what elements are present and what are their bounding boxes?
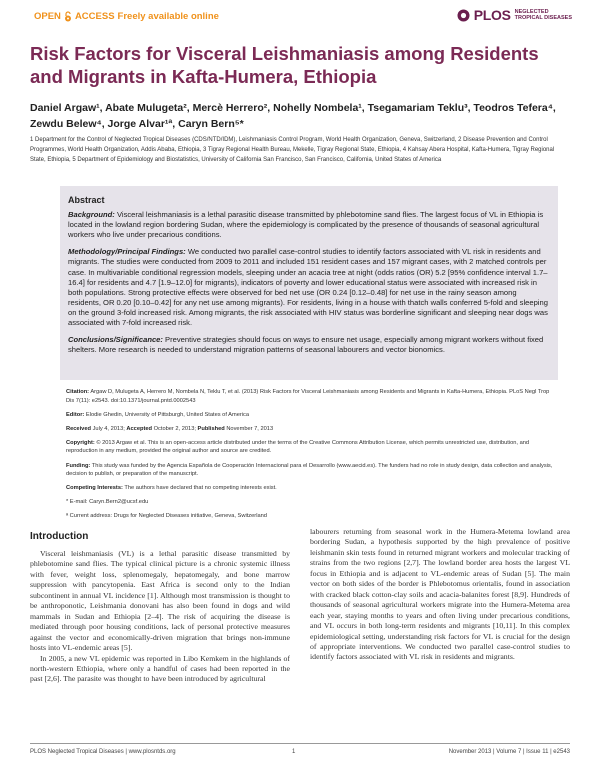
footer-issue: November 2013 | Volume 7 | Issue 11 | e2543 [448,749,570,755]
plos-sub-line1: NEGLECTED [514,9,549,15]
body-column-right [310,527,570,663]
author-list: Daniel Argaw¹, Abate Mulugeta², Mercè Herrero², Nohelly Nombela¹, Tsegamariam Teklu³, Teodros Tefera⁴, Zewdu Belew⁴, Jorge Alvar¹ª, Caryn Bern⁵* [30,102,556,130]
editor [66,411,556,420]
dates [66,425,556,434]
oa-label2: ACCESS [74,11,115,22]
methods-label: Methodology/Principal Findings: [68,247,186,257]
open-lock-icon [64,11,72,22]
abstract-conclusions [68,335,550,355]
editor-label: Editor: [66,411,85,418]
copyright-label: Copyright: [66,439,95,446]
intro-paragraph-1: Visceral leishmaniasis (VL) is a lethal parasitic disease transmitted by phlebotomine sand flies. The typical clinical picture is a chronic systemic illness with fever, weight loss, splenomegaly, hepatomegaly, and bone marrow suppression with pancytopenia. East Africa is second only to the Indian subcontinent in annual VL incidence [1]. Although most transmission is thought to be anthroponotic, Leishmania donovani has also been found in dogs and wild mammals in Sudan and Ethiopia [2–4]. The risk of acquiring the disease is mediated through poor housing conditions, lack of personal protective measures against the vector and economically-driven migration that brings non-immune hosts into VL-endemic areas [5]. [30,549,290,653]
background-text: Visceral leishmaniasis is a lethal parasitic disease transmitted by phlebotomine sand flies. The largest focus of VL in Ethiopia is located in the lowland region bordering Sudan, where the epidemiology is complicated by the presence of thousands of seasonal agricultural workers who live under precarious conditions. [68,210,544,240]
plos-word: PLOS [473,7,511,23]
open-access-badge [34,11,219,22]
abstract-background [68,210,550,240]
conclusions-text: Preventive strategies should focus on ways to ensure net usage, especially among migrant workers without fixed shelters. More research is needed to understand migration patterns of seasonal labourers and vector bionomics. [68,335,544,355]
accepted-label: Accepted [126,425,153,432]
funding-label: Funding: [66,462,91,469]
citation-text: Argaw D, Mulugeta A, Herrero M, Nombela N, Teklu T, et al. (2013) Risk Factors for Visceral Leishmaniasis among Residents and Migrants in Kafta-Humera, Ethiopia. PLoS Negl Trop Dis 7(11): e2543. doi:10.1371/journal.pntd.0002543 [66,389,550,404]
received-text: July 4, 2013; [90,425,127,432]
footer-journal: PLOS Neglected Tropical Diseases | www.plosntds.org [30,749,176,755]
accepted-text: October 2, 2013; [152,425,198,432]
published-label: Published [197,425,225,432]
plos-sub-line2: TROPICAL DISEASES [514,15,572,21]
journal-logo [457,7,572,23]
copyright-text: © 2013 Argaw et al. This is an open-access article distributed under the terms of the Creative Commons Attribution License, which permits unrestricted use, distribution, and reproduction in any medium, provided the original author and source are credited. [66,439,530,455]
oa-label: OPEN [34,11,61,22]
citation-label: Citation: [66,389,90,395]
received-label: Received [66,425,91,432]
editor-text: Elodie Ghedin, University of Pittsburgh, United States of America [84,411,250,418]
page-number: 1 [292,749,296,755]
page-footer [30,749,570,755]
footer-divider [30,743,570,744]
published-text: November 7, 2013 [224,425,274,432]
plos-mark-icon [457,9,470,22]
funding-text: This study was funded by the Agencia Española de Cooperación Internacional para el Desarrollo (www.aecid.es). The funders had no role in study design, data collection and analysis, decision to publish, or preparation of the manuscript. [66,462,553,478]
intro-paragraph-3: labourers returning from seasonal work in the Humera-Metema lowland area bordering Sudan, a hypothesis supported by the high prevalence of positive leishmanin skin tests found in returned migrant workers and molecular tracking of strains from the two regions [2,7]. The lowland border area hosts the largest VL focus in Ethiopia and is adjacent to VL-endemic areas of Sudan [5]. The main vector on both sides of the border is Phlebotomus orientalis, found in association with cracked black cotton-clay soils and acacia-balanites forest [8,9]. Hundreds of thousands of seasonal agricultural workers migrate into the Humera-Metema area each year, staying months to years and often living under precarious conditions, and VL occurs in both long-term residents and migrants [10,11]. In this complex epidemiological setting, understanding risk factors for VL is crucial for the design of appropriate interventions. We conducted two parallel case-control studies to identify factors associated with VL risk in residents and migrants. [310,527,570,662]
plos-sub [515,9,572,21]
corresponding-email: * E-mail: Caryn.Bern2@ucsf.edu [66,499,149,506]
background-label: Background: [68,210,115,220]
article-metadata [66,388,556,527]
citation [66,388,556,405]
funding [66,462,556,479]
affiliations: 1 Department for the Control of Neglected Tropical Diseases (CDS/NTD/IDM), Leishmaniasis Control Program, World Health Organization, Geneva, Switzerland, 2 Disease Prevention and Control Programmes, World Health Organization, Addis Ababa, Ethiopia, 3 Tigray Regional Health Bureau, Mekelle, Tigray Regional State, Ethiopia, 4 Kahsay Abera Hospital, Kafta-Humera, Tigray Regional State, Ethiopia, 5 Department of Epidemiology and Biostatistics, University of California San Francisco, San Francisco, California, United States of America [30,137,555,163]
competing-text: The authors have declared that no competing interests exist. [122,485,277,492]
current-address: ª Current address: Drugs for Neglected Diseases initiative, Geneva, Switzerland [66,513,267,520]
copyright [66,439,556,456]
conclusions-label: Conclusions/Significance: [68,335,163,345]
paper-title: Risk Factors for Visceral Leishmaniasis among Residents and Migrants in Kafta-Humera, Ethiopia [30,43,539,87]
intro-paragraph-2: In 2005, a new VL epidemic was reported in Libo Kemkem in the highlands of north-western Ethiopia, where only a handful of cases had been reported in the past [2,6]. The parasite was thought to have been introduced by agricultural [30,653,290,684]
competing-interests [66,484,556,493]
body-column-left [30,549,290,685]
abstract-heading: Abstract [68,195,105,205]
methods-text: We conducted two parallel case-control studies to identify factors associated with VL risk in residents and migrants. The studies were conducted from 2009 to 2011 and included 151 resident cases and 157 migrant cases, with 2 matched controls per case. In multivariable conditional regression models, sleeping under an acacia tree at night (odds ratios (OR) 5.2 [95% confidence interval 1.7–16.4] for residents and 4.7 [1.9–12.0] for migrants), indicators of poverty and lower educational status were associated with increased risk in both populations. Strong protective effects were observed for bed net use (OR 0.24 [0.12–0.48] for net use in the rainy season among residents, OR 0.20 [0.10–0.42] for any net use among migrants). For residents, living in a house with thatch walls conferred 5-fold and sleeping on the ground 3-fold increased risk. Among migrants, the risk associated with HIV status was borderline significant and sleeping near dogs was associated with 7-fold increased risk. [68,247,548,328]
oa-free-text: Freely available online [117,11,219,22]
abstract-methods [68,247,550,328]
abstract-box [60,186,558,380]
introduction-heading: Introduction [30,531,89,542]
competing-label: Competing Interests: [66,485,123,492]
